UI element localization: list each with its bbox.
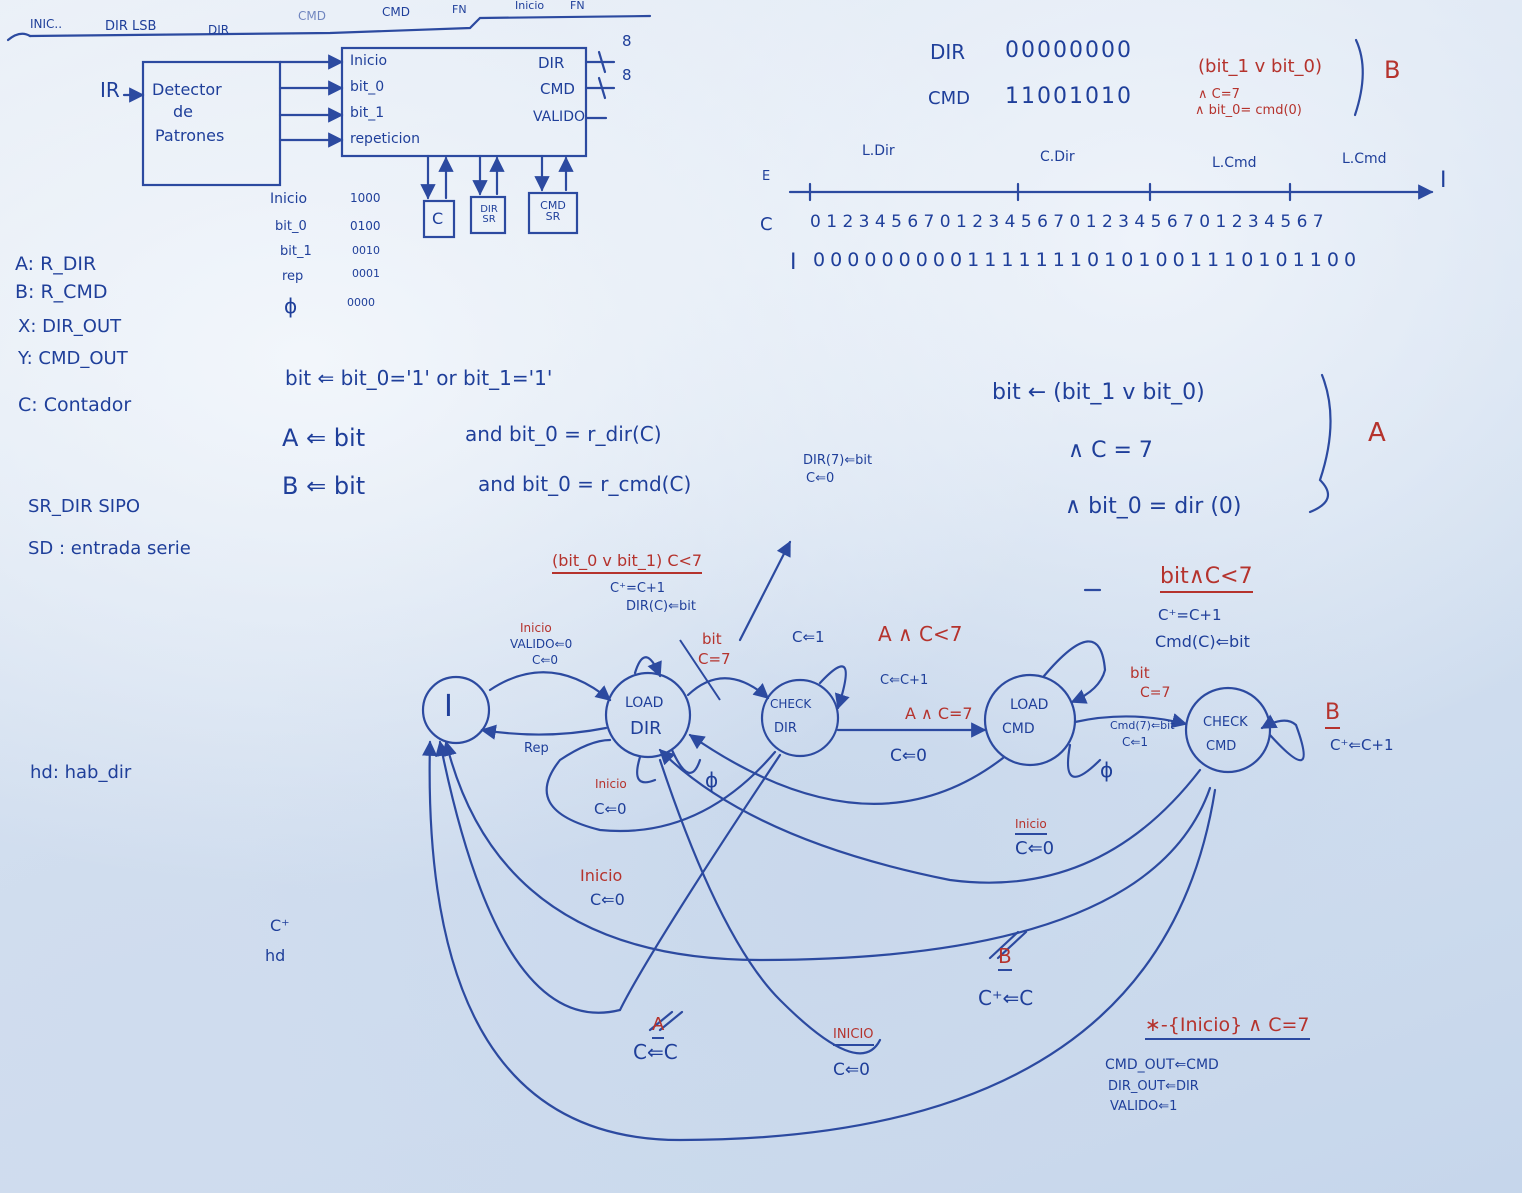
t-loadcmd-self-act1: C⁺=C+1	[1158, 606, 1222, 624]
edge-idle-load	[490, 672, 610, 700]
edge-final	[430, 742, 1215, 1140]
bus-width-cmd: 8	[622, 66, 632, 84]
t-final-act1: CMD_OUT⇐CMD	[1105, 1057, 1219, 1073]
t-inicio-bottom-cond: INICIO	[833, 1028, 874, 1046]
enc-name-3: rep	[282, 269, 304, 284]
state-load-dir-1: LOAD	[625, 695, 664, 711]
hd-note: hd: hab_dir	[30, 762, 132, 783]
a-brace	[1310, 375, 1331, 512]
b-cond-l2: ∧ C=7	[1198, 87, 1240, 102]
t-check-loadcmd-act: C⇐0	[890, 746, 927, 766]
legend-x: X: DIR_OUT	[18, 316, 122, 337]
t-load-check-cond: bit	[702, 630, 722, 648]
edge-checkcmd-inicio	[660, 746, 1200, 883]
t-dir-assign-l2: C⇐0	[806, 471, 835, 486]
c-block-label: C	[432, 209, 444, 228]
legend-c: C: Contador	[18, 394, 132, 416]
counter-seq: 0 1 2 3 4 5 6 7 0 1 2 3 4 5 6 7 0 1 2 3 4 5 6 7 0 1 2 3 4 5 6 7	[810, 212, 1324, 232]
t-load-check-act: C=7	[698, 650, 731, 668]
state-load-cmd-2: CMD	[1002, 721, 1035, 737]
seg-lcmd1: L.Cmd	[1212, 155, 1257, 171]
t-load-idle: Rep	[524, 741, 549, 756]
timeline-end: I	[1440, 168, 1447, 193]
enc-code-4: 0000	[347, 296, 375, 309]
t-not-b-cond: B	[998, 946, 1012, 971]
ir-label: IR	[100, 78, 120, 102]
sd-note: SD : entrada serie	[28, 538, 191, 559]
state-load-dir-2: DIR	[630, 718, 662, 739]
t-loadcmd-check-cond: bit	[1130, 664, 1150, 682]
strip-inicio2: Inicio	[515, 0, 545, 12]
seg-ldir: L.Dir	[862, 143, 895, 159]
t-check-act: C⇐C+1	[880, 673, 929, 688]
state-check-cmd-2: CMD	[1206, 739, 1237, 754]
a-cond-l3: ∧ bit_0 = dir (0)	[1065, 494, 1242, 519]
enc-name-1: bit_0	[275, 219, 307, 234]
dir-value: 00000000	[1005, 38, 1133, 63]
main-input-bit0: bit_0	[350, 79, 385, 95]
cmdsr-label: CMD SR	[540, 199, 566, 223]
state-circle-idle	[423, 677, 489, 743]
dir-bus	[586, 52, 614, 72]
edge-load-inicio	[637, 757, 655, 782]
ct-hd-l2: hd	[265, 946, 286, 965]
t-final-cond: ∗-{Inicio} ∧ C=7	[1145, 1016, 1310, 1040]
t-dir-assign-l1: DIR(7)⇐bit	[803, 453, 873, 468]
detector-line3: Patrones	[155, 126, 225, 145]
bus-width-dir: 8	[622, 32, 632, 50]
seg-cdir: C.Dir	[1040, 149, 1075, 165]
eq-bit: bit ⇐ bit_0='1' or bit_1='1'	[285, 366, 553, 390]
top-strip-line	[8, 34, 30, 40]
t-inicio-mid-act: C⇐0	[590, 890, 625, 909]
t-phi: ϕ	[705, 768, 719, 792]
edge-loadcmd-phi	[1068, 745, 1100, 777]
state-circle-check-dir	[762, 680, 838, 756]
t-loadcmd-self-cond: bit∧C<7	[1160, 566, 1253, 593]
t-idle-load-cond: Inicio	[520, 621, 552, 635]
edge-inicio-bottom	[660, 760, 880, 1053]
t-load-inicio-act: C⇐0	[594, 800, 627, 818]
t-load-self-act2: DIR(C)⇐bit	[626, 599, 696, 614]
edge-not-b	[446, 742, 1210, 960]
state-circle-check-cmd	[1186, 688, 1270, 772]
t-final-act3: VALIDO⇐1	[1110, 1099, 1178, 1114]
input-seq: 0 0 0 0 0 0 0 0 0 1 1 1 1 1 1 1 0 1 0 1 0 0 1 1 1 0 1 0 1 1 0 0	[813, 249, 1356, 271]
t-inicio-bottom-act: C⇐0	[833, 1060, 870, 1080]
t-inicio-mid-cond: Inicio	[580, 866, 623, 885]
state-circle-load-dir	[606, 673, 690, 757]
t-loadcmd-check-act: C=7	[1140, 685, 1171, 701]
detector-line1: Detector	[152, 80, 222, 99]
t-final-act2: DIR_OUT⇐DIR	[1108, 1079, 1199, 1094]
state-check-cmd-1: CHECK	[1203, 715, 1248, 730]
timeline-start: E	[762, 169, 771, 184]
t-not-a-cond: A	[652, 1016, 664, 1039]
strip-fn: FN	[452, 3, 467, 16]
dirsr-label: DIR SR	[480, 204, 498, 225]
strip-fn2: FN	[570, 0, 585, 12]
edge-loadcmd-self	[1044, 641, 1105, 702]
t-not-b-act: C⁺⇐C	[978, 986, 1034, 1010]
edge-load-check	[688, 678, 768, 698]
strip-cmd1: CMD	[298, 9, 326, 23]
cmd-value-label: CMD	[928, 88, 970, 109]
edge-load-idle	[482, 728, 606, 735]
main-input-inicio: Inicio	[350, 53, 388, 69]
enc-name-2: bit_1	[280, 244, 312, 259]
main-input-rep: repeticion	[350, 131, 420, 147]
t-check-loadcmd-cond: A ∧ C=7	[905, 704, 973, 723]
legend-b: B: R_CMD	[15, 281, 108, 303]
t-inicio-reset-act: C⇐0	[1015, 838, 1055, 859]
a-cond-l1: bit ← (bit_1 v bit_0)	[992, 380, 1205, 405]
ct-hd-l1: C⁺	[270, 916, 290, 935]
edge-loadcmd-reset	[690, 735, 1003, 804]
state-idle: I	[444, 689, 453, 724]
counter-label: C	[760, 214, 773, 235]
state-circle-load-cmd	[985, 675, 1075, 765]
detector-line2: de	[173, 102, 193, 121]
t-not-a-act: C⇐C	[633, 1040, 678, 1064]
t-inicio-reset-cond: Inicio	[1015, 818, 1047, 835]
eq-a-cond: and bit_0 = r_dir(C)	[465, 422, 662, 446]
t-checkcmd-self-act: C⁺⇐C+1	[1330, 736, 1394, 754]
enc-code-3: 0001	[352, 267, 380, 280]
slash-mark	[680, 640, 720, 700]
t-idle-load-act1: VALIDO⇐0	[510, 637, 573, 651]
t-loadcmd-check-act2: Cmd(7)⇐bit	[1110, 719, 1175, 732]
legend-y: Y: CMD_OUT	[18, 348, 128, 369]
eq-b: B ⇐ bit	[282, 472, 366, 500]
t-loadcmd-self-act2: Cmd(C)⇐bit	[1155, 632, 1250, 651]
cmd-bus	[586, 78, 614, 98]
seg-lcmd2: L.Cmd	[1342, 151, 1387, 167]
t-load-inicio-cond: Inicio	[595, 777, 627, 791]
dir-value-label: DIR	[930, 40, 966, 64]
t-check-self: C⇐1	[792, 628, 825, 646]
state-load-cmd-1: LOAD	[1010, 697, 1049, 713]
strip-dir: DIR	[208, 23, 230, 37]
t-load-self-cond: (bit_0 v bit_1) C<7	[552, 553, 702, 574]
eq-b-cond: and bit_0 = r_cmd(C)	[478, 472, 692, 496]
t-load-self-act1: C⁺=C+1	[610, 581, 666, 596]
enc-name-0: Inicio	[270, 191, 308, 207]
t-checkcmd-self-cond: B	[1325, 702, 1340, 729]
b-cond-name: B	[1384, 56, 1401, 84]
cmd-value: 11001010	[1005, 84, 1133, 109]
t-check-cond: A ∧ C<7	[878, 622, 963, 646]
strip-dir-lsb: DIR LSB	[105, 19, 157, 34]
b-cond-l3: ∧ bit_0= cmd(0)	[1195, 103, 1302, 118]
state-check-dir-2: DIR	[774, 721, 797, 736]
enc-code-0: 1000	[350, 191, 381, 205]
enc-name-4: ϕ	[284, 294, 298, 318]
enc-code-2: 0010	[352, 244, 380, 257]
a-cond-l2: ∧ C = 7	[1068, 438, 1153, 463]
t-loadcmd-check-act3: C⇐1	[1122, 735, 1149, 749]
main-output-valido: VALIDO	[533, 109, 585, 125]
strip-cmd2: CMD	[382, 5, 410, 19]
eq-a: A ⇐ bit	[282, 424, 366, 452]
state-check-dir-1: CHECK	[770, 697, 812, 711]
b-brace	[1355, 40, 1363, 115]
strip-inicio: INIC..	[30, 17, 63, 31]
t-idle-load-act2: C⇐0	[532, 653, 559, 667]
edge-load-phi	[672, 750, 700, 773]
a-cond-name: A	[1368, 418, 1386, 448]
edge-check-reset	[547, 740, 775, 831]
sr-dir-note: SR_DIR SIPO	[28, 496, 141, 517]
b-cond-l1: (bit_1 v bit_0)	[1198, 56, 1323, 77]
enc-code-1: 0100	[350, 219, 381, 233]
legend-a: A: R_DIR	[15, 253, 97, 275]
input-label: I	[790, 250, 797, 275]
main-input-bit1: bit_1	[350, 105, 385, 121]
main-output-cmd: CMD	[540, 80, 575, 98]
t-loadcmd-phi: ϕ	[1100, 758, 1114, 782]
main-output-dir: DIR	[538, 54, 565, 72]
